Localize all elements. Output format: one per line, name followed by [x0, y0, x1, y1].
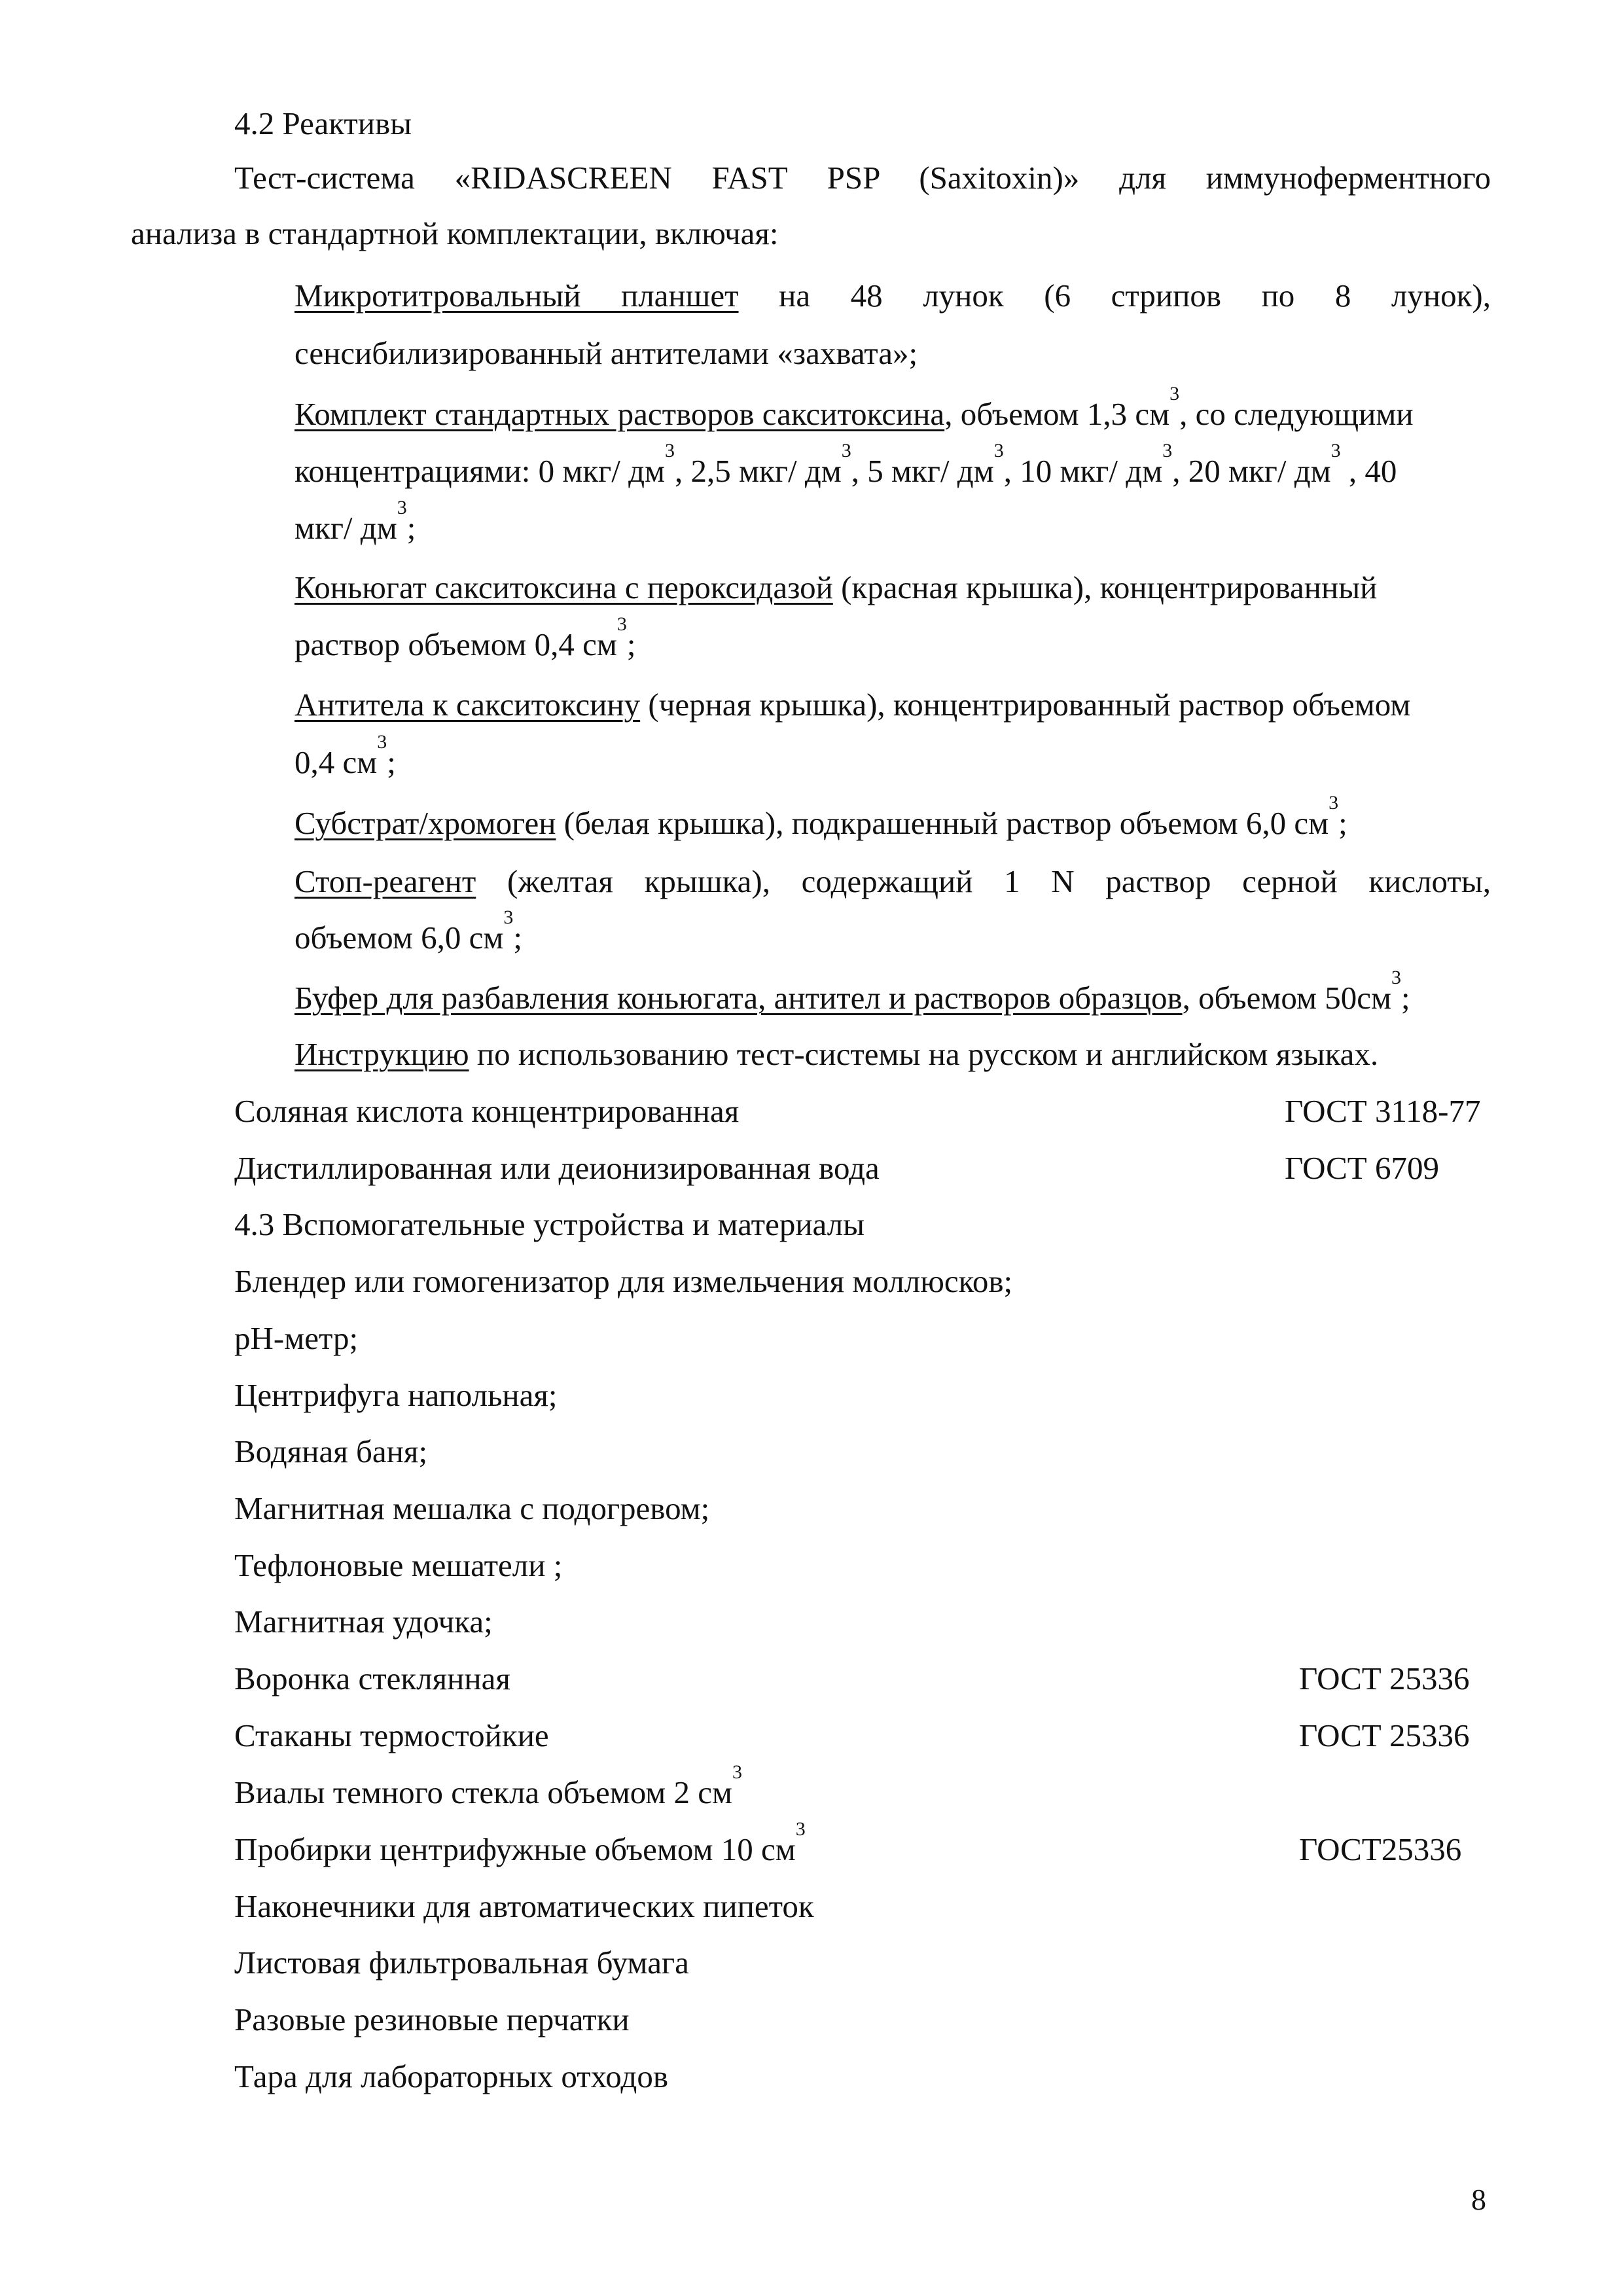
item-antibody-label: Антитела к сакситоксину	[294, 687, 641, 723]
item-antibody-line-1: Антитела к сакситоксину (черная крышка), концентрированный раствор объемом	[294, 687, 1411, 723]
equipment-gloves: Разовые резиновые перчатки	[234, 2001, 630, 2037]
item-buffer-line-1: Буфер для разбавления коньюгата, антител и растворов образцов, объемом $50см^3$;	[294, 967, 1410, 1016]
item-manual-label: Инструкцию	[294, 1036, 469, 1072]
equipment-teflon: Тефлоновые мешатели ;	[234, 1547, 563, 1583]
equipment-funnel-gost: ГОСТ 25336	[1299, 1660, 1470, 1696]
item-conjugate-label: Коньюгат сакситоксина с пероксидазой	[294, 569, 833, 605]
equipment-blender: Блендер или гомогенизатор для измельчения моллюсков;	[234, 1263, 1013, 1299]
equipment-funnel: Воронка стеклянная	[234, 1660, 510, 1696]
reagent-water: Дистиллированная или деионизированная вода	[234, 1150, 880, 1186]
item-standards-line-2: концентрациями: 0 мкг/ $дм^3$, 2,5 мкг/ $дм^3$, 5 мкг/ $дм^3$, 10 мкг/ $дм^3$, 20 мкг/ $дм^3$ , 40	[294, 440, 1397, 489]
item-standards-line-1: Комплект стандартных растворов сакситоксина, объемом 1,3 $см^3$, со следующими	[294, 383, 1414, 432]
reagent-water-gost: ГОСТ 6709	[1285, 1150, 1439, 1186]
item-substrate-label: Субстрат/хромоген	[294, 805, 556, 841]
intro-line-2: анализа в стандартной комплектации, включая:	[131, 215, 779, 251]
page-number: 8	[1471, 2183, 1486, 2216]
intro-line-1: Тест-система «RIDASCREEN FAST PSP (Saxitoxin)» для иммуноферментного	[234, 160, 1491, 196]
item-standards-line-3: мкг/ $дм^3$;	[294, 497, 416, 546]
item-buffer-label: Буфер для разбавления коньюгата, антител и растворов образцов	[294, 980, 1183, 1016]
item-standards-label: Комплект стандартных растворов сакситоксина	[294, 396, 945, 432]
equipment-stirrer: Магнитная мешалка с подогревом;	[234, 1490, 710, 1526]
item-stop-line-2: объемом 6,0 $см^3$;	[294, 906, 523, 956]
item-conjugate-line-2: раствор объемом 0,4 $см^3$;	[294, 613, 636, 662]
item-conjugate-line-1: Коньюгат сакситоксина с пероксидазой (красная крышка), концентрированный	[294, 569, 1378, 605]
equipment-magnet-rod: Магнитная удочка;	[234, 1604, 493, 1640]
equipment-beakers: Стаканы термостойкие	[234, 1717, 549, 1753]
equipment-waste: Тара для лабораторных отходов	[234, 2058, 668, 2094]
reagent-hcl: Соляная кислота концентрированная	[234, 1093, 740, 1129]
equipment-vials: Виалы темного стекла объемом 2 $см^3$	[234, 1761, 743, 1810]
equipment-tubes-gost: ГОСТ25336	[1299, 1831, 1462, 1867]
reagent-hcl-gost: ГОСТ 3118-77	[1285, 1093, 1481, 1129]
section-4-2-title: 4.2 Реактивы	[234, 105, 412, 141]
item-stop-label: Стоп-реагент	[294, 863, 476, 899]
item-stop-line-1: Стоп-реагент (желтая крышка), содержащий 1 N раствор серной кислоты,	[294, 863, 1491, 899]
equipment-tubes: Пробирки центрифужные объемом 10 $см^3$	[234, 1818, 806, 1867]
equipment-ph-meter: pH-метр;	[234, 1320, 359, 1356]
item-plate-line-2: сенсибилизированный антителами «захвата»;	[294, 335, 918, 371]
item-substrate-line-1: Субстрат/хромоген (белая крышка), подкрашенный раствор объемом 6,0 $см^3$;	[294, 792, 1347, 841]
equipment-beakers-gost: ГОСТ 25336	[1299, 1717, 1470, 1753]
item-plate-line-1: Микротитровальный планшет на 48 лунок (6 стрипов по 8 лунок),	[294, 278, 1491, 314]
section-4-3-title: 4.3 Вспомогательные устройства и материалы	[234, 1206, 865, 1242]
equipment-filter-paper: Листовая фильтровальная бумага	[234, 1945, 689, 1981]
item-plate-label: Микротитровальный планшет	[294, 278, 739, 314]
item-manual-line-1: Инструкцию по использованию тест-системы на русском и английском языках.	[294, 1036, 1379, 1072]
item-antibody-line-2: 0,4 $см^3$;	[294, 731, 396, 780]
equipment-centrifuge: Центрифуга напольная;	[234, 1377, 558, 1413]
equipment-water-bath: Водяная баня;	[234, 1433, 428, 1469]
equipment-tips: Наконечники для автоматических пипеток	[234, 1888, 814, 1924]
